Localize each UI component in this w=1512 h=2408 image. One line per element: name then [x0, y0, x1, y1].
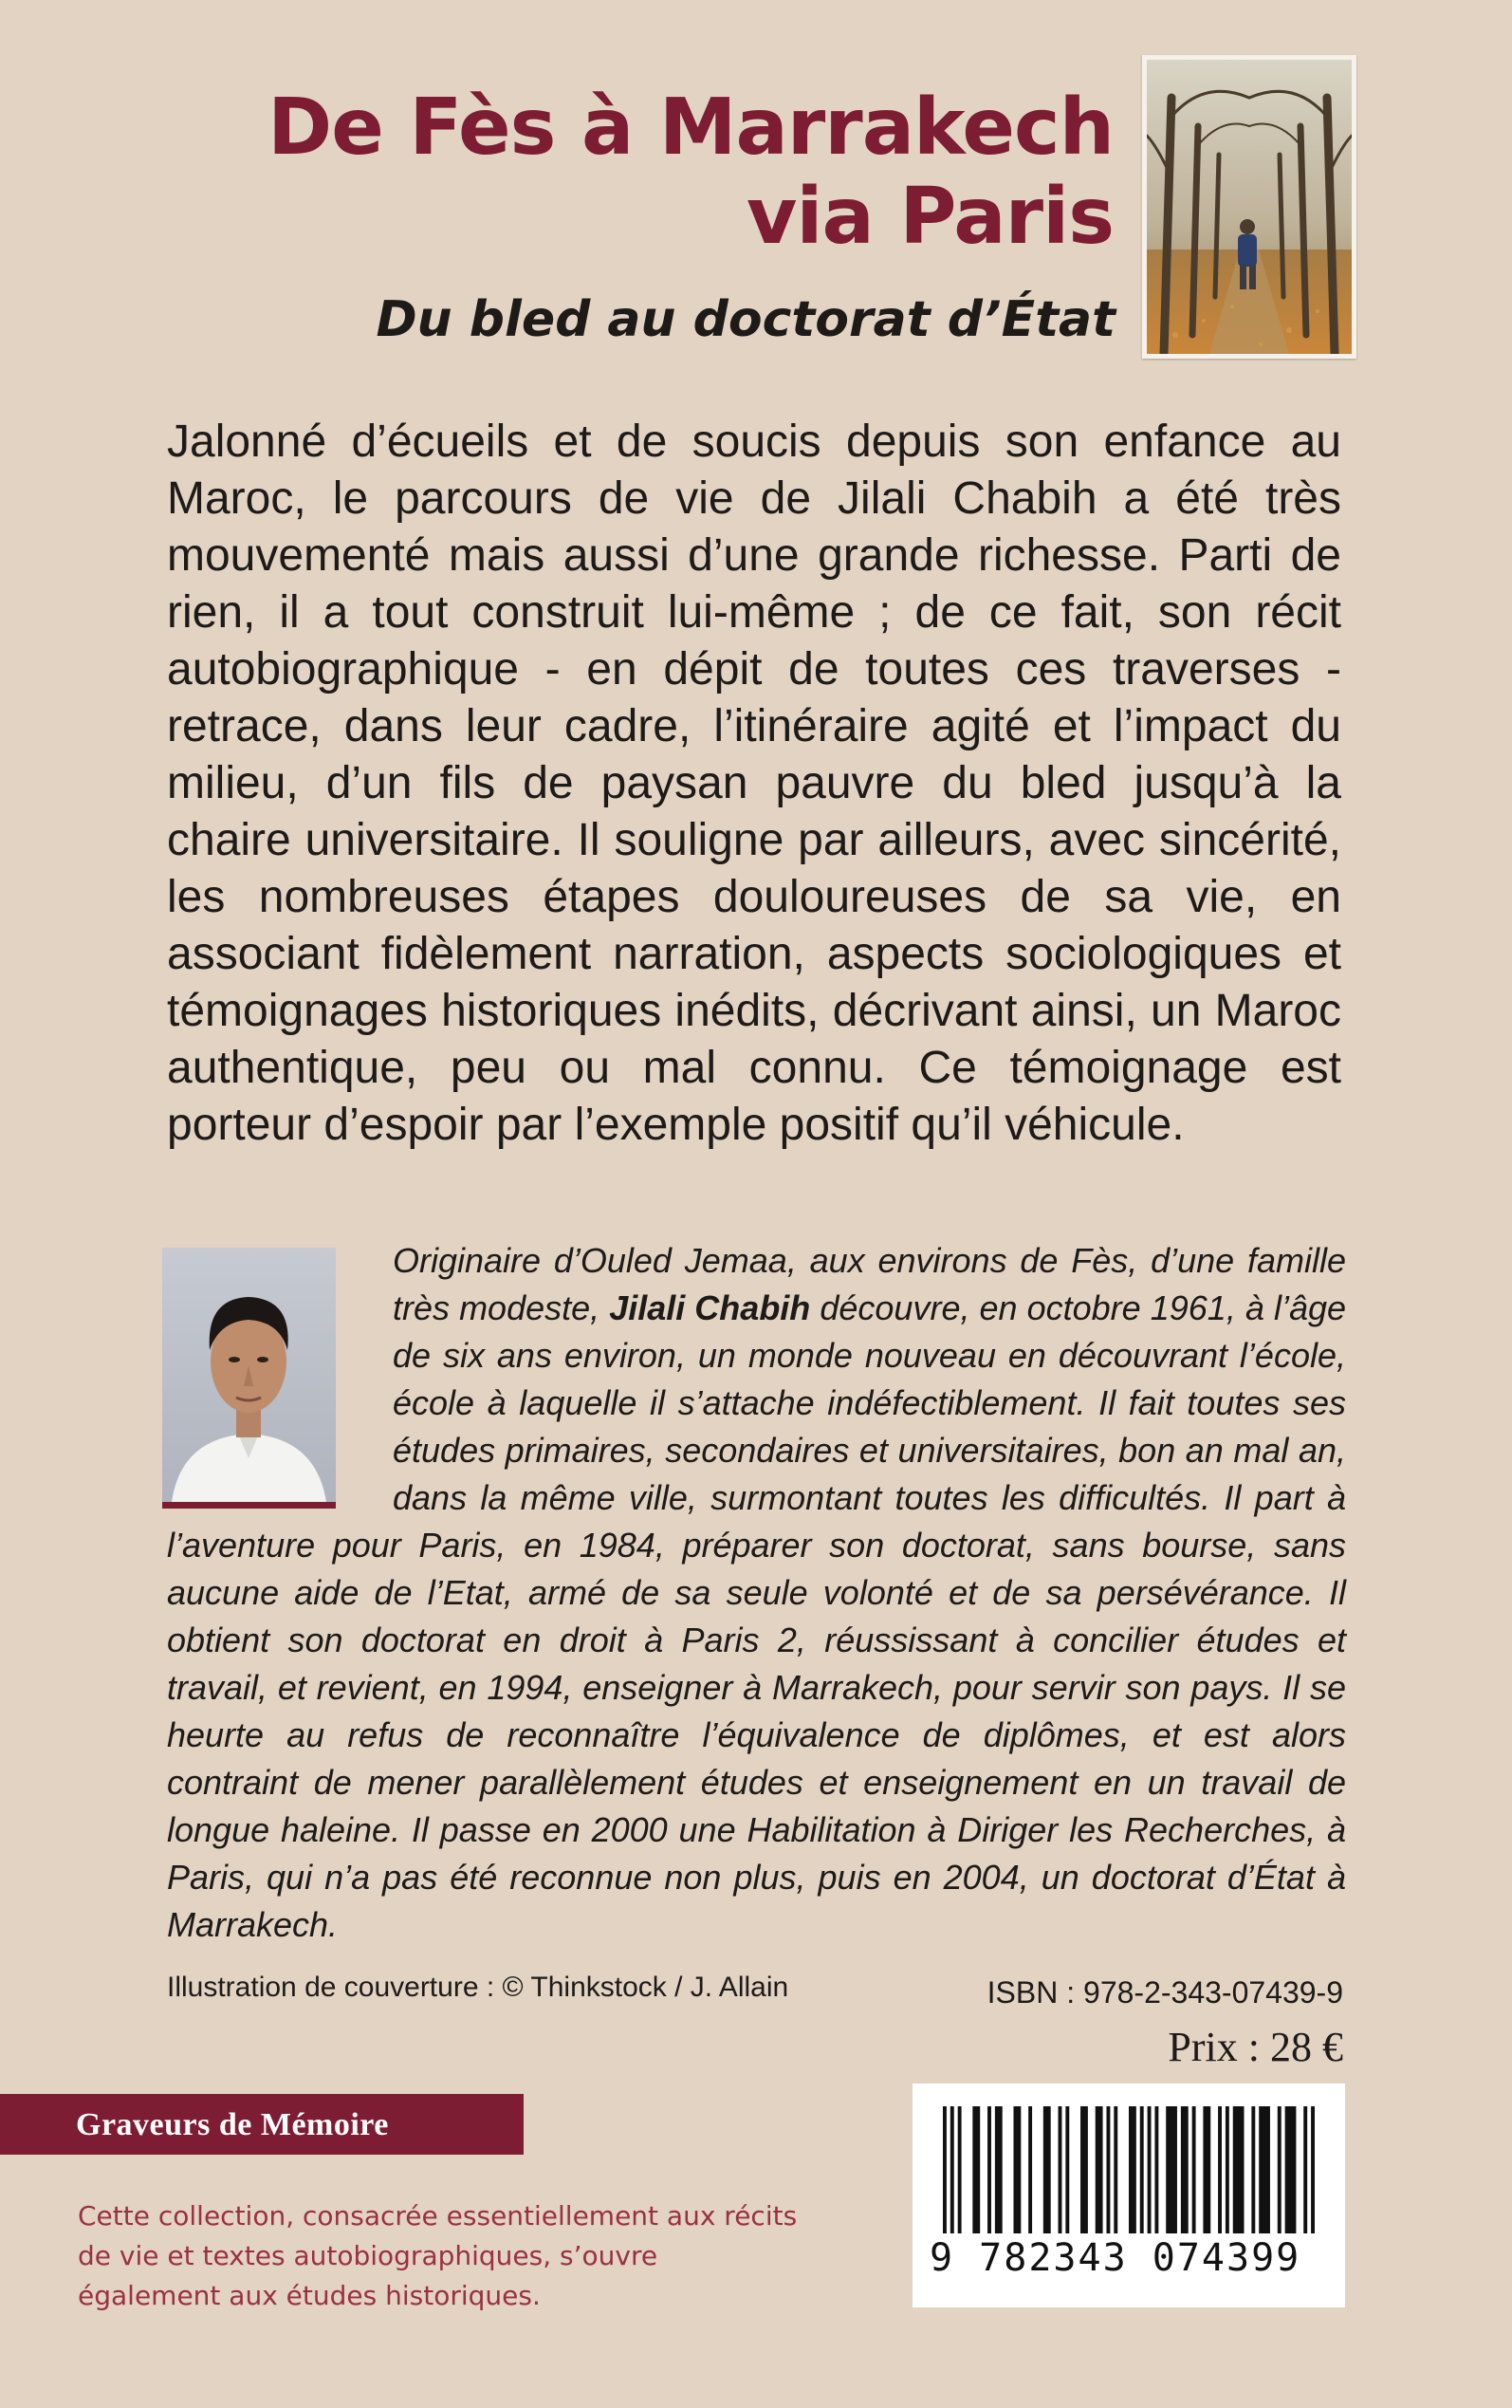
- barcode-bar: [1203, 2106, 1210, 2233]
- book-title: [267, 83, 1114, 262]
- barcode-bar: [943, 2106, 947, 2233]
- tree-alley-photo-icon: [1142, 55, 1356, 359]
- barcode-bar: [1106, 2106, 1110, 2233]
- book-summary: Jalonné d’écueils et de soucis depuis son enfance au Maroc, le parcours de vie de Jilali Chabih a été très mouvementé mais aussi d’une grande richesse. Parti de rien, il a tout construit lui-même ; de ce fait, son récit autobiographique - en dépit de toutes ces traverses - retrace, dans leur cadre, l’itinéraire agité et l’impact du milieu, d’un fils de paysan pauvre du bled jusqu’à la chaire universitaire. Il souligne par ailleurs, avec sincérité, les nombreuses étapes douloureuses de sa vie, en associant fidèlement narration, aspects sociologiques et témoignages historiques inédits, décrivant ainsi, un Maroc authentique, peu ou mal connu. Ce témoignage est porteur d’espoir par l’exemple positif qu’il véhicule.: [167, 417, 1341, 1150]
- price-label: Prix : 28 €: [1168, 2024, 1343, 2070]
- barcode-bar: [1311, 2106, 1315, 2233]
- series-name: Graveurs de Mémoire: [76, 2107, 389, 2142]
- barcode-bar: [1259, 2106, 1270, 2233]
- book-subtitle: Du bled au doctorat d’État: [376, 291, 1116, 348]
- barcode-bar: [1181, 2106, 1189, 2233]
- barcode-bar: [1218, 2106, 1222, 2233]
- barcode-bar: [1233, 2106, 1245, 2233]
- barcode-bar: [995, 2106, 1003, 2233]
- barcode-bar: [1059, 2106, 1062, 2233]
- author-photo-underline: [162, 1502, 336, 1509]
- barcode-area: [913, 2084, 1345, 2307]
- bio-text-part2: découvre, en octobre 1961, à l’âge de six ans environ, un monde nouveau en découvrant l’école, école à laquelle il s’attache indéfectiblement. Il fait toutes ses études primaires, secondaires et universitaires, bon an mal an, dans la même ville, surmontant toutes les difficultés. Il part à l’aventure pour Paris, en 1984, préparer son doctorat, sans bourse, sans aucune aide de l’Etat, armé de sa seule volonté et de sa persévérance. Il obtient son doctorat en droit à Paris 2, réussissant à concilier études et travail, et revient, en 1994, enseigner à Marrakech, pour servir son pays. Il se heurte au refus de reconnaître l’équivalence de diplômes, et est alors contraint de mener parallèlement études et enseignement en un travail de longue haleine. Il passe en 2000 une Habilitation à Diriger les Recherches, à Paris, qui n’a pas été reconnue non plus, puis en 2004, un doctorat d’État à Marrakech.: [167, 1288, 1347, 1944]
- barcode-bar: [1148, 2106, 1152, 2233]
- author-portrait-icon: [162, 1248, 336, 1509]
- barcode-bar: [1129, 2106, 1136, 2233]
- barcode-digits: 9 782343 074399: [930, 2236, 1301, 2280]
- barcode-bar: [1278, 2106, 1282, 2233]
- barcode-bar: [1192, 2106, 1196, 2233]
- series-description: Cette collection, consacrée essentiellement aux récits de vie et textes autobiographiques, s’ouvre également aux études historiques.: [78, 2200, 798, 2311]
- barcode-bar: [1043, 2106, 1051, 2233]
- barcode-bar: [972, 2106, 980, 2233]
- barcode-bar: [1303, 2106, 1307, 2233]
- barcode-bar: [1226, 2106, 1229, 2233]
- barcode-bar: [1154, 2106, 1158, 2233]
- barcode-bar: [1251, 2106, 1255, 2233]
- isbn-number: ISBN : 978-2-343-07439-9: [986, 1975, 1343, 2010]
- barcode-bar: [1013, 2106, 1021, 2233]
- barcode-bar: [1140, 2106, 1144, 2233]
- author-name: Jilali Chabih: [609, 1288, 811, 1327]
- bio-text-part1: Originaire d’Ouled Jemaa, aux environs de Fès, d’une famille très modeste,: [393, 1241, 1346, 1327]
- barcode-bar: [950, 2106, 954, 2233]
- barcode-bar: [958, 2106, 962, 2233]
- cover-illustration-credit: Illustration de couverture : © Thinkstock / J. Allain: [167, 1972, 789, 2003]
- barcode-bar: [1166, 2106, 1177, 2233]
- book-title-line2: via Paris: [746, 172, 1114, 262]
- barcode-bar: [1028, 2106, 1032, 2233]
- barcode-bar: [1080, 2106, 1088, 2233]
- barcode-bar: [1096, 2106, 1103, 2233]
- author-biography: [167, 1237, 1346, 1949]
- barcode-bar: [1114, 2106, 1117, 2233]
- book-title-line1: De Fès à Marrakech: [267, 83, 1114, 173]
- barcode-bar: [987, 2106, 991, 2233]
- barcode-bar: [1065, 2106, 1069, 2233]
- series-band: [0, 2094, 524, 2155]
- barcode-bar: [1285, 2106, 1297, 2233]
